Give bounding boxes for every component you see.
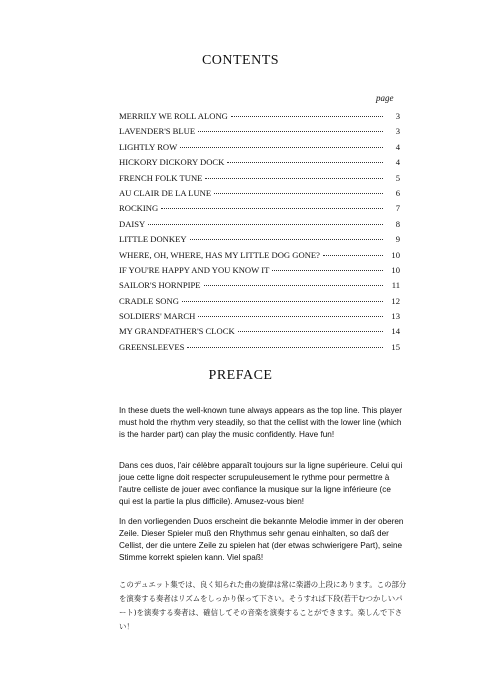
toc-row: [119, 219, 400, 234]
toc-page-number: 3: [395, 111, 400, 121]
toc-title: GREENSLEEVES: [119, 341, 185, 352]
dot-leader: [182, 301, 383, 302]
toc-title: DAISY: [119, 218, 146, 229]
toc-row: [119, 188, 400, 203]
toc-title: IF YOU'RE HAPPY AND YOU KNOW IT: [119, 264, 270, 275]
toc-row: [119, 126, 400, 141]
toc-row: [119, 157, 400, 172]
toc-row: [119, 250, 400, 265]
toc-page-number: 8: [395, 218, 400, 229]
toc-row: [119, 234, 400, 249]
dot-leader: [148, 224, 383, 225]
dot-leader: [190, 239, 383, 240]
dot-leader: [204, 285, 383, 286]
toc-row: [119, 142, 400, 157]
preface-french-paragraph: Dans ces duos, l'air célèbre apparaît toujours sur la ligne supérieure. Celui qui joue cette ligne doit respecter scrupuleusement le rythme pour permettre à l'autre celliste de jouer avec confiance la musique sur la ligne inférieure (ce qui est la partie la plus difficile). Amusez-vous bien!: [119, 461, 403, 506]
toc-page-number: 11: [391, 280, 400, 291]
dot-leader: [238, 331, 383, 332]
toc-row: [119, 173, 400, 188]
toc-page-number: 5: [395, 172, 400, 183]
preface-english-paragraph: In these duets the well-known tune always appears as the top line. This player must hold the rhythm very steadily, so that the cellist with the lower line (which is the harder part) can play the music confidently. Have fun!: [119, 406, 402, 439]
preface-japanese-paragraph: このデュエット集では、良く知られた曲の旋律は常に楽譜の上段にあります。この部分を演奏する奏者はリズムをしっかり保って下さい。そうすれば下段(若干むつかしいパート)を演奏する奏者は、確信してその音楽を演奏することができます。楽しんで下さい！: [119, 580, 407, 631]
toc-title: ROCKING: [119, 203, 159, 214]
toc-row: [119, 111, 400, 126]
toc-row: [119, 265, 400, 280]
toc-page-number: 9: [395, 234, 400, 245]
toc-page-number: 6: [395, 187, 400, 198]
page-column-label: page: [376, 93, 394, 103]
toc-title: WHERE, OH, WHERE, HAS MY LITTLE DOG GONE?: [119, 249, 320, 260]
toc-title: MY GRANDFATHER'S CLOCK: [119, 326, 235, 337]
preface-heading: PREFACE: [208, 368, 273, 383]
dot-leader: [214, 193, 383, 194]
toc-page-number: 4: [395, 141, 400, 152]
contents-heading: CONTENTS: [201, 53, 280, 68]
toc-title: CRADLE SONG: [119, 295, 179, 306]
toc-title: SAILOR'S HORNPIPE: [119, 280, 201, 291]
toc-page-number: 10: [391, 249, 400, 260]
toc-page-number: 15: [391, 341, 400, 352]
dot-leader: [272, 270, 383, 271]
toc-row: [119, 342, 400, 357]
dot-leader: [187, 347, 383, 348]
toc-title: LIGHTLY ROW: [119, 141, 178, 152]
toc-title: FRENCH FOLK TUNE: [119, 172, 203, 183]
toc-page-number: 12: [391, 295, 400, 306]
toc-page-number: 13: [391, 311, 400, 322]
dot-leader: [323, 255, 383, 256]
preface-german-paragraph: In den vorliegenden Duos erscheint die bekannte Melodie immer in der oberen Zeile. Dieser Spieler muß den Rhythmus sehr genau einhalten, so daß der Cellist, der die untere Zeile zu spielen hat (der etwas schwierigere Part), seine Stimme korrekt spielen kann. Viel spaß!: [119, 517, 404, 562]
table-of-contents: [119, 111, 400, 357]
dot-leader: [198, 316, 383, 317]
toc-title: LITTLE DONKEY: [119, 234, 187, 245]
dot-leader: [180, 147, 383, 148]
dot-leader: [227, 162, 383, 163]
toc-page-number: 7: [395, 203, 400, 214]
dot-leader: [231, 116, 383, 117]
toc-row: [119, 203, 400, 218]
toc-page-number: 14: [391, 326, 400, 337]
toc-title: AU CLAIR DE LA LUNE: [119, 187, 212, 198]
toc-row: [119, 280, 400, 295]
dot-leader: [161, 208, 383, 209]
toc-row: [119, 296, 400, 311]
toc-page-number: 3: [395, 126, 400, 137]
toc-title: LAVENDER'S BLUE: [119, 126, 196, 137]
toc-page-number: 4: [395, 157, 400, 168]
dot-leader: [198, 131, 383, 132]
toc-title: MERRILY WE ROLL ALONG: [119, 111, 228, 121]
toc-row: [119, 326, 400, 341]
toc-row: [119, 311, 400, 326]
toc-title: HICKORY DICKORY DOCK: [119, 157, 225, 168]
toc-page-number: 10: [391, 264, 400, 275]
dot-leader: [205, 178, 383, 179]
toc-title: SOLDIERS' MARCH: [119, 311, 196, 322]
